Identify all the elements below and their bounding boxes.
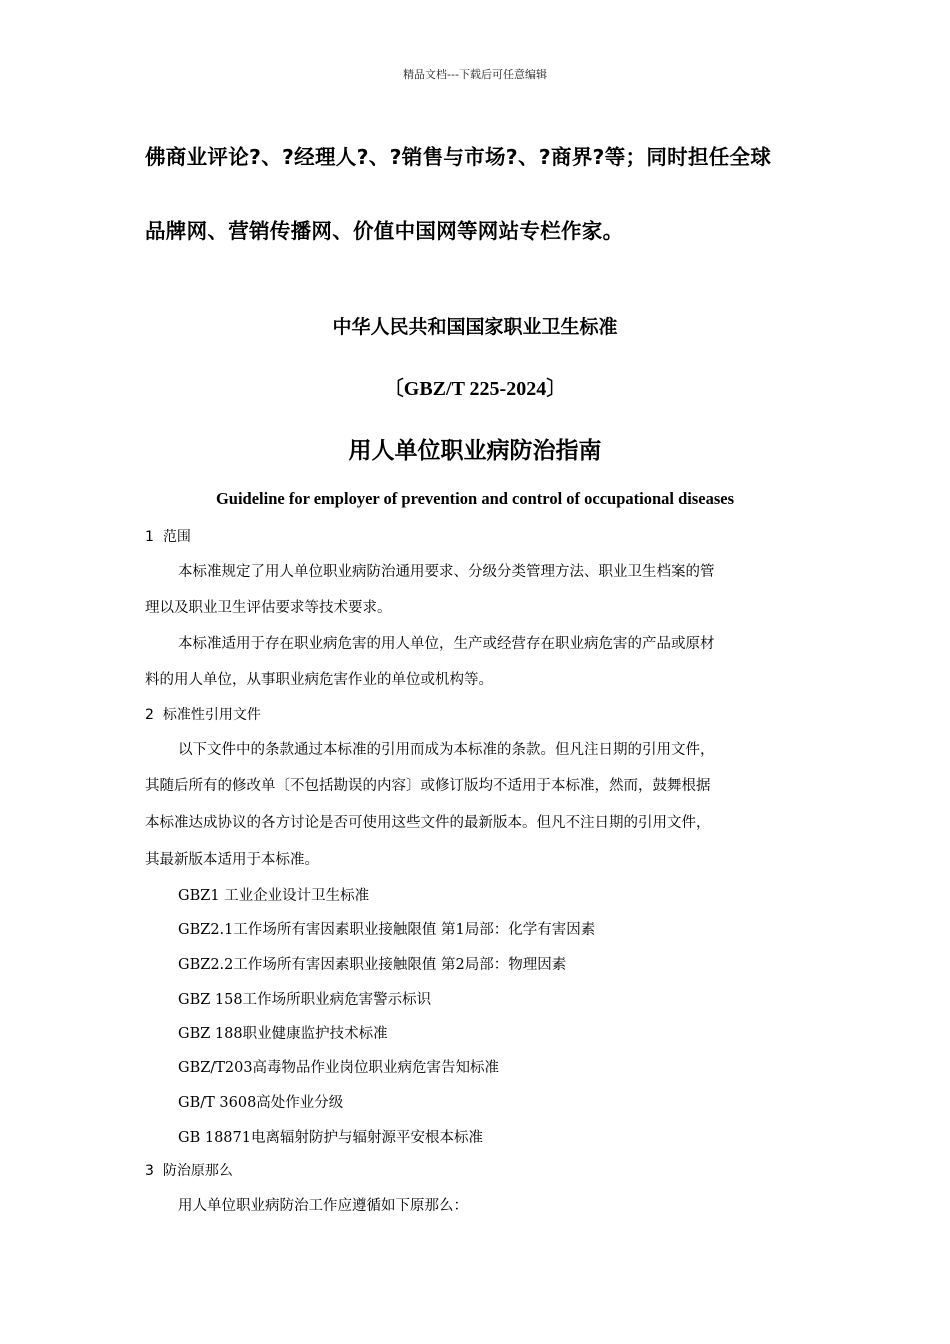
reference-item: GBZ/T203高毒物品作业岗位职业病危害告知标准 [178,1060,500,1076]
paragraph-line: 理以及职业卫生评估要求等技术要求。 [145,600,392,616]
section-number: 1 [145,529,154,545]
section-number: 3 [145,1163,154,1179]
document-title: 用人单位职业病防治指南 [348,438,602,464]
section-heading-scope [145,526,191,546]
paragraph-line: 本标准适用于存在职业病危害的用人单位，生产或经营存在职业病危害的产品或原材 [178,636,715,652]
intro-line-2: 品牌网、营销传播网、价值中国网等网站专栏作家。 [145,219,624,243]
section-number: 2 [145,707,154,723]
section-heading-principles [145,1160,233,1180]
reference-item: GBZ1 工业企业设计卫生标准 [178,888,370,904]
section-title: 范围 [162,529,191,545]
paragraph-line: 料的用人单位，从事职业病危害作业的单位或机构等。 [145,672,493,688]
paragraph-line: 本标准规定了用人单位职业病防治通用要求、分级分类管理方法、职业卫生档案的管 [178,564,715,580]
reference-item: GBZ2.1工作场所有害因素职业接触限值 第1局部：化学有害因素 [178,922,596,938]
section-heading-normative-references [145,704,261,724]
page-header: 精品文档---下载后可任意编辑 [403,68,547,81]
standard-code: 〔GBZ/T 225-2024〕 [383,378,567,400]
reference-item: GBZ 188职业健康监护技术标准 [178,1026,388,1042]
section-title: 防治原那么 [162,1163,233,1179]
reference-item: GBZ2.2工作场所有害因素职业接触限值 第2局部：物理因素 [178,957,567,973]
paragraph-line: 其随后所有的修改单〔不包括勘误的内容〕或修订版均不适用于本标准，然而，鼓舞根据 [145,778,711,794]
section-title: 标准性引用文件 [162,707,261,723]
paragraph-line: 本标准达成协议的各方讨论是否可使用这些文件的最新版本。但凡不注日期的引用文件， [145,815,711,831]
document-subtitle-english: Guideline for employer of prevention and control of occupational diseases [215,489,735,508]
paragraph-line: 用人单位职业病防治工作应遵循如下原那么： [178,1198,468,1214]
standard-org-title: 中华人民共和国国家职业卫生标准 [332,316,618,338]
reference-item: GB/T 3608高处作业分级 [178,1095,344,1111]
paragraph-line: 以下文件中的条款通过本标准的引用而成为本标准的条款。但凡注日期的引用文件， [178,742,715,758]
reference-item: GB 18871电离辐射防护与辐射源平安根本标准 [178,1130,483,1146]
intro-line-1: 佛商业评论?、?经理人?、?销售与市场?、?商界?等；同时担任全球 [145,145,772,169]
reference-item: GBZ 158工作场所职业病危害警示标识 [178,992,432,1008]
paragraph-line: 其最新版本适用于本标准。 [145,852,319,868]
